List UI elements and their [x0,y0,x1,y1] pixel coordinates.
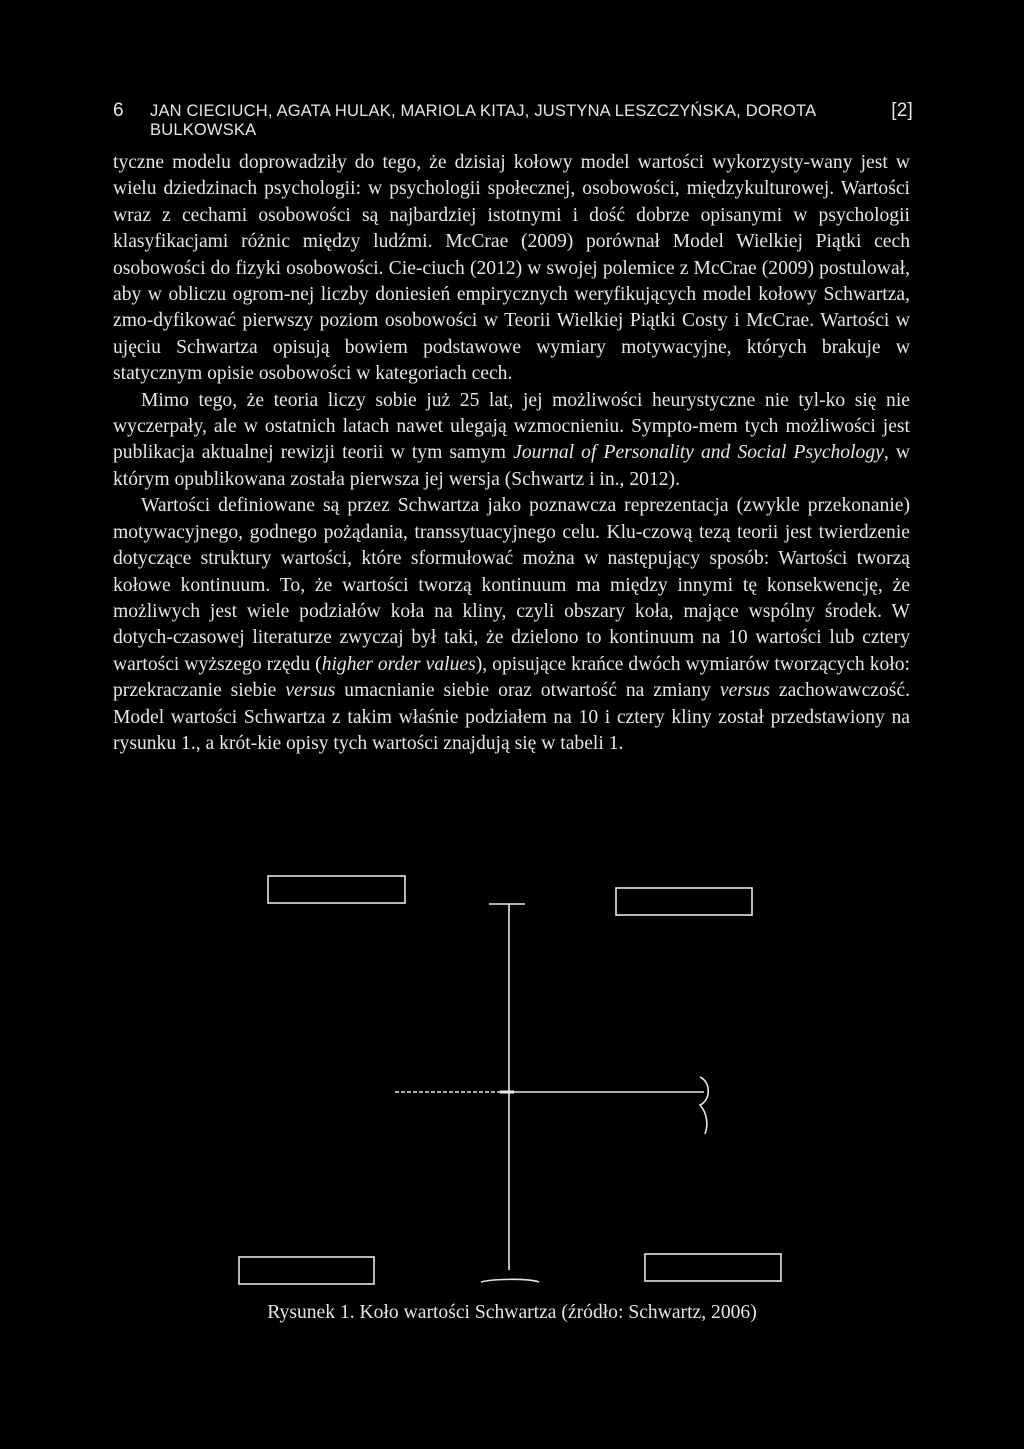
axis-bottom-arc [481,1279,539,1282]
running-head [113,100,913,139]
figure-caption-text: Rysunek 1. Koło wartości Schwartza (źródło: Schwartz, 2006) [267,1302,757,1323]
figure-caption [0,1302,1024,1324]
text-segment: Mimo tego, że teoria liczy sobie już 25 lat, jej możliwości heurystyczne nie tyl-ko się nie wyczerpały, ale w ostatnich latach nawet ulegają wzmocnieniu. Sympto-mem tych możliwości jest publikacja aktualnej rewizji teorii w tym samym [113,389,910,464]
body-text [113,150,910,757]
box-top-left [268,876,405,903]
italic-text: versus [719,680,770,702]
box-top-right [616,888,752,915]
axis-right-arc [700,1077,708,1134]
text-segment: tyczne modelu doprowadziły do tego, że dzisiaj kołowy model wartości wykorzysty-wany jest w wielu dziedzinach psychologii: w psychologii społecznej, osobowości, międzykulturowej. Wartości wraz z cechami osobowości są najbardziej istotnymi i dość dobrze opisanymi w psychologii klasyfikacjami różnic między ludźmi. McCrae (2009) porównał Model Wielkiej Piątki cech osobowości do fizyki osobowości. Cie-ciuch (2012) w swojej polemice z McCrae (2009) postulował, aby w obliczu ogrom-nej liczby doniesień empirycznych weryfikujących model kołowy Schwartza, zmo-dyfikować pierwszy poziom osobowości w Teorii Wielkiej Piątki Costy i McCrae. Wartości w ujęciu Schwartza opisują bowiem podstawowe wymiary motywacyjne, których brakuje w statycznym opisie osobowości w kategoriach cech. [113,152,910,385]
italic-text: Journal of Personality and Social Psychology [513,442,884,464]
text-segment: Wartości definiowane są przez Schwartza jako poznawcza reprezentacja (zwykle przekonanie) motywacyjnego, godnego pożądania, transsytuacyjnego celu. Klu-czową tezą teorii jest twierdzenie dotyczące struktury wartości, które sformułować można w następujący sposób: Wartości tworzą kołowe kontinuum. To, że wartości tworzą kontinuum ma między innymi tę konsekwencję, że możliwych jest wiele podziałów koła na kliny, czyli obszary koła, mające wspólny środek. W dotych-czasowej literaturze zwyczaj był taki, że dzielono to kontinuum na 10 wartości lub cztery wartości wyższego rzędu ( [113,495,910,675]
text-segment: , w którym opublikowana została pierwsza jej wersja (Schwartz i in., 2012). [113,442,910,490]
text-segment: zachowawczość. Model wartości Schwartza z takim właśnie podziałem na 10 i cztery kliny został przedstawiony na rysunku 1., a krót-kie opisy tych wartości znajdują się w tabeli 1. [113,680,910,754]
figure-values-circle [230,868,800,1298]
paragraph [113,388,910,494]
paragraph [113,493,910,757]
header-ref: [2] [891,100,913,121]
figure-diagram [230,868,800,1298]
paragraph [113,150,910,388]
box-bottom-right [645,1254,781,1281]
text-segment: umacnianie siebie oraz otwartość na zmiany [335,680,720,702]
page-number: 6 [113,100,124,121]
italic-text: higher order values [321,653,476,675]
box-bottom-left [239,1257,374,1284]
italic-text: versus [285,680,336,702]
text-segment: ), opisujące krańce dwóch wymiarów tworzących koło: przekraczanie siebie [113,653,910,702]
header-authors: JAN CIECIUCH, AGATA HULAK, MARIOLA KITAJ, JUSTYNA LESZCZYŃSKA, DOROTA BULKOWSKA [150,102,816,139]
